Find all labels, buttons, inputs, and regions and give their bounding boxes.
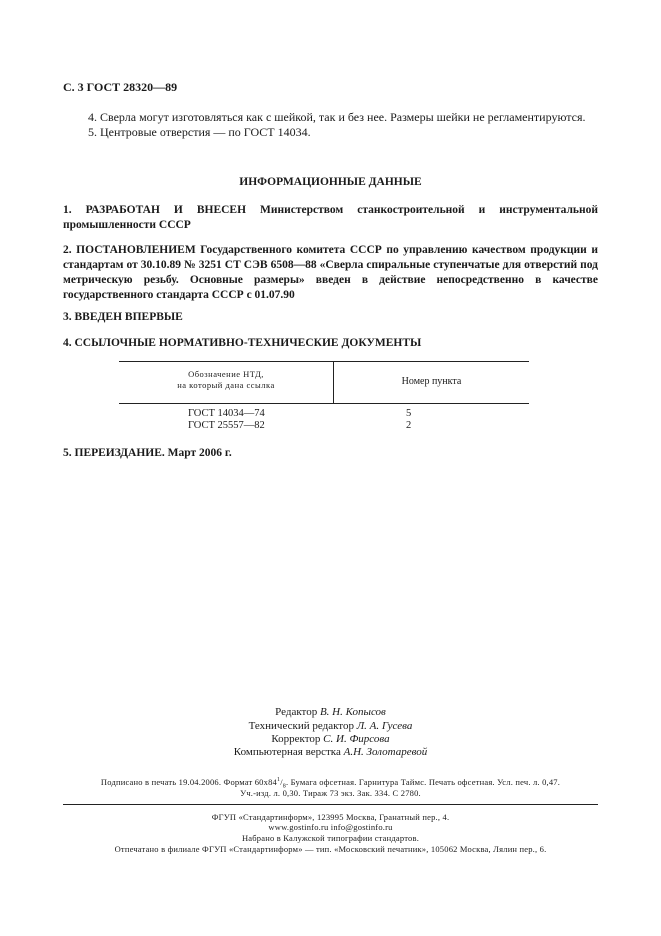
reference-table — [119, 361, 529, 433]
note-5: 5. Центровые отверстия — по ГОСТ 14034. — [88, 125, 311, 139]
format-fraction-num: 1 — [277, 777, 281, 784]
credit-corrector — [0, 733, 661, 745]
info-item-2: 2. ПОСТАНОВЛЕНИЕМ Государственного комитета СССР по управлению качеством продукции и стандартам от 30.10.89 № 3251 СТ СЭВ 6508—88 «Сверла спиральные ступенчатые для отверстий под метрическую резьбу. Основные размеры» введен в действие непосредственно в качестве государственного стандарта СССР с 01.07.90 — [63, 244, 598, 301]
info-item-5: 5. ПЕРЕИЗДАНИЕ. Март 2006 г. — [63, 447, 232, 459]
table-header-doc — [119, 369, 333, 391]
publisher-line-4: Отпечатано в филиале ФГУП «Стандартинформ» — тип. «Московский печатник», 105062 Москва, Лялин пер., 6. — [114, 844, 547, 854]
credit-name: С. И. Фирсова — [323, 733, 390, 745]
publisher-line-1: ФГУП «Стандартинформ», 123995 Москва, Гранатный пер., 4. — [211, 812, 450, 822]
credit-role: Редактор — [275, 706, 318, 718]
credit-role: Компьютерная верстка — [233, 746, 341, 758]
credit-role: Технический редактор — [248, 720, 354, 732]
credit-layout — [0, 746, 661, 758]
info-item-3: 3. ВВЕДЕН ВПЕРВЫЕ — [63, 311, 183, 323]
table-header-rule — [119, 403, 529, 404]
publisher-line-3: Набрано в Калужской типографии стандартов. — [241, 833, 420, 843]
table-header-item: Номер пункта — [401, 376, 462, 387]
credit-name: А.Н. Золотаревой — [343, 746, 428, 758]
table-header-doc-line2: на который дана ссылка — [177, 380, 275, 390]
table-header-doc-line1: Обозначение НТД, — [188, 369, 264, 379]
credit-role: Корректор — [271, 733, 321, 745]
info-section-title: ИНФОРМАЦИОННЫЕ ДАННЫЕ — [239, 176, 422, 188]
credit-name: В. Н. Копысов — [319, 706, 386, 718]
credit-name: Л. А. Гусева — [356, 720, 413, 732]
info-item-4: 4. ССЫЛОЧНЫЕ НОРМАТИВНО-ТЕХНИЧЕСКИЕ ДОКУМЕНТЫ — [63, 337, 422, 349]
table-cell-doc: ГОСТ 25557—82 — [188, 420, 265, 431]
note-4: 4. Сверла могут изготовляться как с шейкой, так и без нее. Размеры шейки не регламентируются. — [88, 110, 586, 124]
table-cell-doc: ГОСТ 14034—74 — [188, 408, 265, 419]
table-cell-item: 2 — [406, 420, 412, 431]
table-top-rule — [119, 361, 529, 362]
print-info-line-2: Уч.-изд. л. 0,30. Тираж 73 экз. Зак. 334. С 2780. — [240, 788, 421, 798]
credit-tech-editor — [0, 720, 661, 732]
print-info-text: . Бумага офсетная. Гарнитура Таймс. Печать офсетная. Усл. печ. л. 0,47. — [285, 777, 561, 787]
info-item-1: 1. РАЗРАБОТАН И ВНЕСЕН Министерством станкостроительной и инструментальной промышленности СССР — [63, 204, 598, 231]
print-info-text: Подписано в печать 19.04.2006. Формат 60x84 — [100, 777, 277, 787]
credit-editor — [0, 706, 661, 718]
page-header: С. 3 ГОСТ 28320—89 — [63, 80, 178, 94]
publisher-line-2: www.gostinfo.ru info@gostinfo.ru — [268, 822, 393, 832]
table-cell-item: 5 — [406, 408, 412, 419]
print-info-line-1: Подписано в печать 19.04.2006. Формат $60x84^1/_8$. Бумага офсетная. Гарнитура Таймс. Печать офсетная. Усл. печ. л. 0,47. — [100, 777, 561, 790]
footer-rule — [63, 804, 598, 805]
format-fraction-den: 8 — [282, 783, 286, 790]
